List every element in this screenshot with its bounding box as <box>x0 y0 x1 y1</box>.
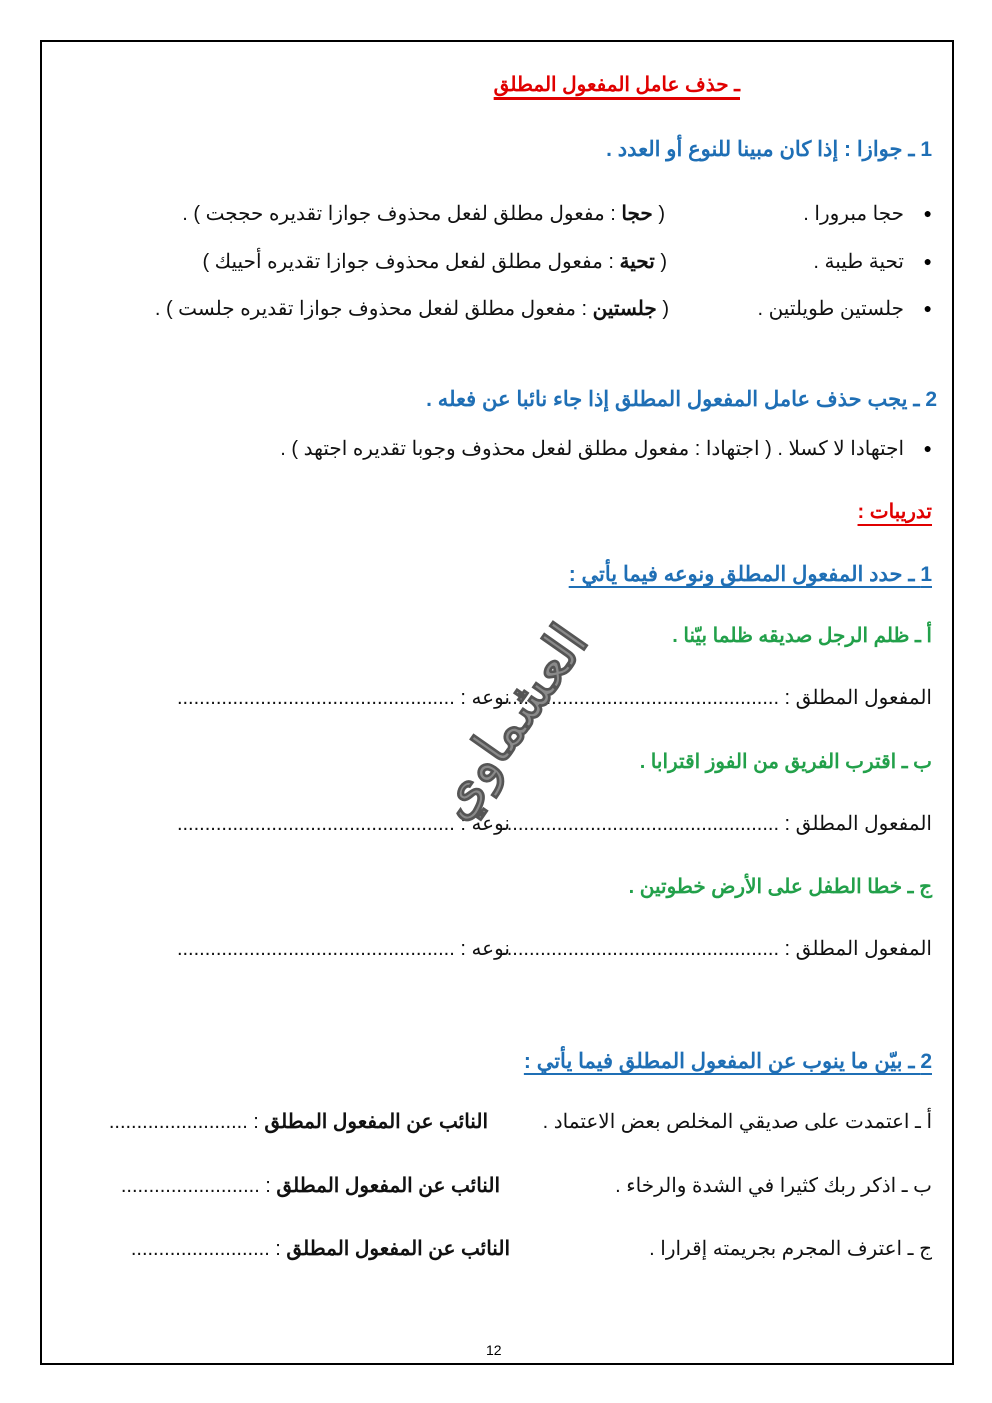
bullet-icon: ● <box>923 205 932 221</box>
exercise2-item-a: أ ـ اعتمدت على صديقي المخلص بعض الاعتماد . <box>542 1111 932 1133</box>
answer-field-naib[interactable]: النائب عن المفعول المطلق : ......................... <box>120 1175 500 1197</box>
rule2-heading: 2 ـ يجب حذف عامل المفعول المطلق إذا جاء نائبا عن فعله . <box>426 388 937 411</box>
exercise2-item-b: ب ـ اذكر ربك كثيرا في الشدة والرخاء . <box>615 1175 932 1197</box>
rule1-example: حجا مبرورا . <box>803 203 904 225</box>
rule1-explanation: ( تحية : مفعول مطلق لفعل محذوف جوازا تقديره أحييك ) <box>202 251 667 273</box>
exercise1-item-c: ج ـ خطا الطفل على الأرض خطوتين . <box>628 876 932 898</box>
exercise2-item-c: ج ـ اعترف المجرم بجريمته إقرارا . <box>649 1238 932 1260</box>
exercises-title: تدريبات : <box>857 501 932 523</box>
answer-field-type[interactable]: نوعه : .................................................. <box>176 813 510 835</box>
bullet-icon: ● <box>923 300 932 316</box>
lesson-title: ـ حذف عامل المفعول المطلق <box>493 74 740 96</box>
answer-field-mafool[interactable]: المفعول المطلق : .................................................. <box>501 813 932 835</box>
watermark: العشماوي <box>423 613 600 830</box>
bullet-icon: ● <box>923 440 932 456</box>
answer-field-naib[interactable]: النائب عن المفعول المطلق : ......................... <box>130 1238 510 1260</box>
rule1-example: تحية طيبة . <box>813 251 904 273</box>
exercise1-item-a: أ ـ ظلم الرجل صديقه ظلما بيّنا . <box>672 625 932 647</box>
rule1-explanation: ( جلستين : مفعول مطلق لفعل محذوف جوازا تقديره جلست ) . <box>154 298 669 320</box>
answer-field-mafool[interactable]: المفعول المطلق : .................................................. <box>501 938 932 960</box>
page-number: 12 <box>486 1342 502 1358</box>
answer-field-mafool[interactable]: المفعول المطلق : .................................................. <box>501 687 932 709</box>
answer-field-type[interactable]: نوعه : .................................................. <box>176 938 510 960</box>
rule1-heading: 1 ـ جوازا : إذا كان مبينا للنوع أو العدد . <box>606 138 932 161</box>
rule2-example: اجتهادا لا كسلا . ( اجتهادا : مفعول مطلق لفعل محذوف وجوبا تقديره اجتهد ) . <box>280 438 904 460</box>
rule1-explanation: ( حجا : مفعول مطلق لفعل محذوف جوازا تقديره حججت ) . <box>182 203 665 225</box>
exercise1-item-b: ب ـ اقترب الفريق من الفوز اقترابا . <box>639 751 932 773</box>
answer-field-naib[interactable]: النائب عن المفعول المطلق : ......................... <box>108 1111 488 1133</box>
exercise1-heading: 1 ـ حدد المفعول المطلق ونوعه فيما يأتي : <box>568 563 932 586</box>
bullet-icon: ● <box>923 253 932 269</box>
exercise2-heading: 2 ـ بيّن ما ينوب عن المفعول المطلق فيما يأتي : <box>523 1050 932 1073</box>
answer-field-type[interactable]: نوعه : .................................................. <box>176 687 510 709</box>
rule1-example: جلستين طويلتين . <box>757 298 904 320</box>
